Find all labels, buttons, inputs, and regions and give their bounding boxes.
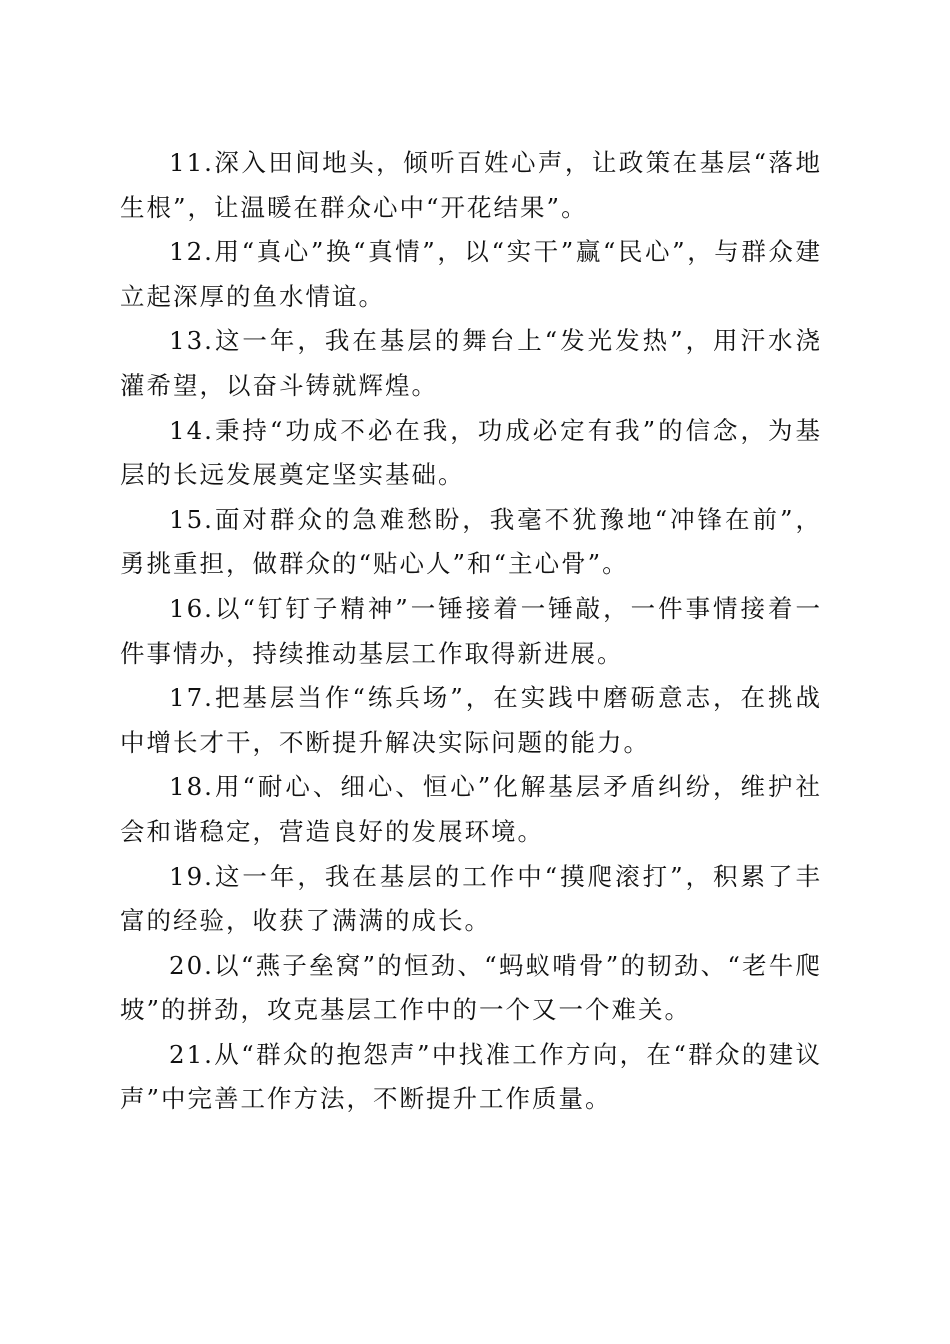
paragraph-20	[120, 944, 822, 1033]
paragraph-text: 这一年，我在基层的舞台上“发光发热”，用汗水浇灌希望，以奋斗铸就辉煌。	[120, 326, 822, 400]
paragraph-number: 16.	[169, 593, 214, 623]
paragraph-number: 14.	[169, 415, 214, 445]
paragraph-number: 18.	[169, 772, 214, 802]
paragraph-text: 把基层当作“练兵场”，在实践中磨砺意志，在挑战中增长才干，不断提升解决实际问题的能力。	[120, 683, 822, 757]
paragraph-number: 20.	[169, 950, 214, 980]
paragraph-18	[120, 765, 822, 854]
paragraph-text: 这一年，我在基层的工作中“摸爬滚打”，积累了丰富的经验，收获了满满的成长。	[120, 861, 822, 936]
paragraph-text: 以“钉钉子精神”一锤接着一锤敲，一件事情接着一件事情办，持续推动基层工作取得新进展。	[120, 593, 822, 668]
paragraph-text: 用“耐心、细心、恒心”化解基层矛盾纠纷，维护社会和谐稳定，营造良好的发展环境。	[120, 772, 822, 846]
paragraph-text: 秉持“功成不必在我，功成必定有我”的信念，为基层的长远发展奠定坚实基础。	[120, 415, 822, 490]
document-body	[120, 141, 822, 1122]
paragraph-text: 从“群众的抱怨声”中找准工作方向，在“群众的建议声”中完善工作方法，不断提升工作质量。	[120, 1039, 822, 1114]
paragraph-15	[120, 498, 822, 587]
paragraph-text: 面对群众的急难愁盼，我毫不犹豫地“冲锋在前”，勇挑重担，做群众的“贴心人”和“主心骨”。	[120, 504, 822, 579]
paragraph-11	[120, 141, 822, 230]
paragraph-number: 17.	[169, 683, 214, 713]
paragraph-number: 12.	[169, 237, 214, 267]
paragraph-text: 深入田间地头，倾听百姓心声，让政策在基层“落地生根”，让温暖在群众心中“开花结果”。	[120, 148, 822, 222]
paragraph-number: 15.	[169, 504, 214, 534]
paragraph-text: 以“燕子垒窝”的恒劲、“蚂蚁啃骨”的韧劲、“老牛爬坡”的拼劲，攻克基层工作中的一个又一个难关。	[120, 950, 822, 1025]
paragraph-16	[120, 587, 822, 676]
paragraph-13	[120, 319, 822, 408]
paragraph-number: 11.	[169, 148, 214, 177]
paragraph-number: 21.	[169, 1039, 214, 1069]
paragraph-text: 用“真心”换“真情”，以“实干”赢“民心”，与群众建立起深厚的鱼水情谊。	[120, 237, 822, 311]
paragraph-19	[120, 855, 822, 944]
paragraph-17	[120, 676, 822, 765]
paragraph-12	[120, 230, 822, 319]
paragraph-21	[120, 1033, 822, 1122]
paragraph-14	[120, 409, 822, 498]
paragraph-number: 13.	[169, 326, 214, 356]
paragraph-number: 19.	[169, 861, 214, 891]
